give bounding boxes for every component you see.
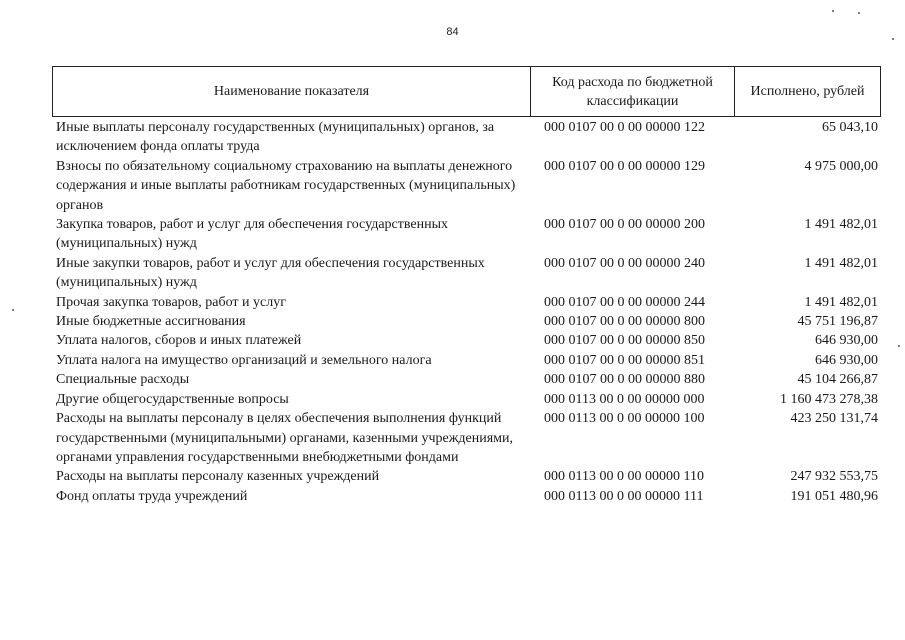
table-body bbox=[56, 118, 878, 506]
row-code: 000 0107 00 0 00 00000 122 bbox=[544, 120, 705, 135]
table-row bbox=[56, 157, 878, 215]
row-code: 000 0113 00 0 00 00000 000 bbox=[544, 391, 705, 407]
row-amount: 4 975 000,00 bbox=[804, 158, 878, 174]
row-name: Иные бюджетные ассигнования bbox=[56, 314, 246, 330]
row-amount: 1 491 482,01 bbox=[804, 255, 878, 271]
scan-speck bbox=[12, 309, 14, 311]
table-row bbox=[56, 254, 878, 293]
row-code: 000 0113 00 0 00 00000 100 bbox=[544, 411, 705, 427]
row-amount: 247 932 553,75 bbox=[790, 469, 878, 485]
row-amount: 45 751 196,87 bbox=[797, 314, 878, 330]
row-name: Иные выплаты персоналу государственных (муниципальных) органов, за исключением фонда оплаты труда bbox=[56, 120, 495, 155]
row-amount: 45 104 266,87 bbox=[797, 372, 878, 388]
table-row bbox=[56, 312, 878, 331]
row-amount: 191 051 480,96 bbox=[790, 488, 878, 504]
row-code: 000 0107 00 0 00 00000 129 bbox=[544, 158, 705, 174]
row-amount: 646 930,00 bbox=[815, 333, 878, 349]
scan-speck bbox=[898, 345, 900, 347]
row-name: Закупка товаров, работ и услуг для обеспечения государственных (муниципальных) нужд bbox=[56, 217, 449, 252]
row-amount: 423 250 131,74 bbox=[790, 411, 878, 427]
row-amount: 1 491 482,01 bbox=[804, 217, 878, 233]
scan-speck bbox=[832, 10, 834, 12]
header-amount: Исполнено, рублей bbox=[750, 84, 865, 99]
table-row bbox=[56, 370, 878, 389]
row-code: 000 0107 00 0 00 00000 880 bbox=[544, 372, 705, 388]
table-row bbox=[56, 293, 878, 312]
page-number: 84 bbox=[446, 26, 459, 38]
scan-speck bbox=[858, 12, 860, 14]
table-header bbox=[52, 66, 881, 117]
row-code: 000 0107 00 0 00 00000 800 bbox=[544, 314, 705, 330]
table-row bbox=[56, 409, 878, 467]
row-name: Уплата налога на имущество организаций и земельного налога bbox=[56, 352, 432, 368]
row-code: 000 0107 00 0 00 00000 850 bbox=[544, 333, 705, 349]
row-amount: 646 930,00 bbox=[815, 352, 878, 368]
row-code: 000 0113 00 0 00 00000 110 bbox=[544, 469, 704, 485]
row-code: 000 0107 00 0 00 00000 200 bbox=[544, 217, 705, 233]
row-name: Другие общегосударственные вопросы bbox=[56, 391, 289, 407]
scan-speck bbox=[892, 38, 894, 40]
row-code: 000 0107 00 0 00 00000 244 bbox=[544, 294, 705, 310]
row-code: 000 0107 00 0 00 00000 240 bbox=[544, 255, 705, 271]
row-amount: 65 043,10 bbox=[822, 120, 878, 135]
row-name: Расходы на выплаты персоналу казенных учреждений bbox=[56, 469, 380, 485]
row-name: Расходы на выплаты персоналу в целях обеспечения выполнения функций государственными (муниципальными) органами, казенными учреждениями, органами управления государственными внебюджетными фондами bbox=[56, 411, 513, 465]
row-name: Уплата налогов, сборов и иных платежей bbox=[56, 333, 302, 349]
row-name: Фонд оплаты труда учреждений bbox=[56, 488, 248, 504]
row-code: 000 0113 00 0 00 00000 111 bbox=[544, 488, 704, 504]
row-name: Специальные расходы bbox=[56, 372, 190, 388]
table-row bbox=[56, 351, 878, 370]
table-row bbox=[56, 467, 878, 486]
row-name: Прочая закупка товаров, работ и услуг bbox=[56, 294, 286, 310]
table-row bbox=[56, 118, 878, 157]
row-code: 000 0107 00 0 00 00000 851 bbox=[544, 352, 705, 368]
table-row bbox=[56, 487, 878, 506]
header-name: Наименование показателя bbox=[53, 67, 531, 116]
header-code: Код расхода по бюджетной классификации bbox=[531, 67, 735, 116]
row-amount: 1 491 482,01 bbox=[804, 294, 878, 310]
table-row bbox=[56, 331, 878, 350]
table-row bbox=[56, 215, 878, 254]
row-name: Взносы по обязательному социальному страхованию на выплаты денежного содержания и иные выплаты работникам государственных (муниципальных) органов bbox=[56, 158, 516, 213]
row-name: Иные закупки товаров, работ и услуг для обеспечения государственных (муниципальных) нужд bbox=[56, 255, 485, 291]
table-row bbox=[56, 390, 878, 409]
row-amount: 1 160 473 278,38 bbox=[780, 391, 878, 407]
